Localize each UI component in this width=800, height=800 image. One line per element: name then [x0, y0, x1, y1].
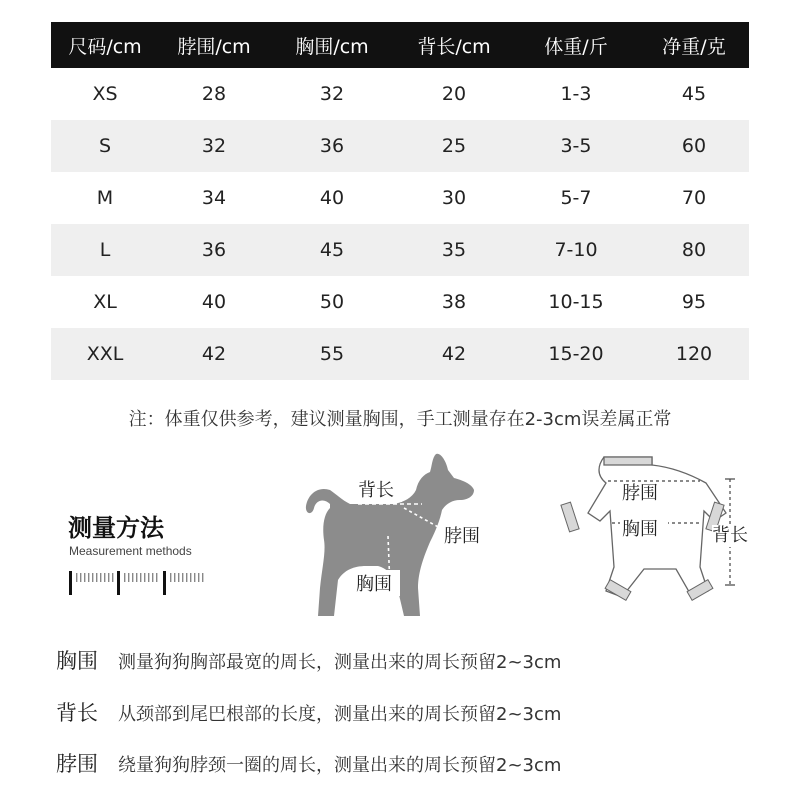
cell-size: XS — [92, 83, 118, 105]
cell-neck: 40 — [201, 291, 227, 313]
table-row — [51, 172, 749, 224]
table-row — [51, 68, 749, 120]
cell-size: XL — [93, 291, 117, 313]
cell-neck: 32 — [201, 135, 227, 157]
cell-neck: 36 — [201, 239, 227, 261]
cell-weight: 7-10 — [554, 239, 598, 261]
method-title: 测量方法 — [68, 514, 164, 542]
cell-net-weight: 45 — [681, 83, 707, 105]
cell-weight: 1-3 — [560, 83, 592, 105]
weight-note: 注：体重仅供参考，建议测量胸围，手工测量存在2-3cm误差属正常 — [128, 409, 672, 430]
description-neck — [56, 748, 561, 778]
cell-neck: 28 — [201, 83, 227, 105]
cell-weight: 3-5 — [560, 135, 592, 157]
header-net-weight: 净重/克 — [662, 35, 726, 58]
ruler-icon — [69, 569, 209, 597]
table-row — [51, 224, 749, 276]
cell-net-weight: 120 — [675, 343, 713, 365]
description-text: 从颈部到尾巴根部的长度，测量出来的周长预留2~3cm — [118, 704, 562, 725]
cell-net-weight: 70 — [681, 187, 707, 209]
cell-net-weight: 80 — [681, 239, 707, 261]
header-weight: 体重/斤 — [544, 35, 608, 58]
cell-chest: 45 — [319, 239, 345, 261]
dog-illustration — [300, 448, 500, 628]
table-row — [51, 328, 749, 380]
dog-label-back: 背长 — [358, 480, 394, 501]
cell-back: 25 — [441, 135, 467, 157]
table-row — [51, 120, 749, 172]
cell-back: 30 — [441, 187, 467, 209]
cell-weight: 10-15 — [548, 291, 604, 313]
cell-weight: 5-7 — [560, 187, 592, 209]
size-table — [51, 22, 749, 380]
cell-size: XXL — [86, 343, 124, 365]
clothes-illustration — [560, 455, 760, 605]
header-neck: 脖围/cm — [177, 35, 251, 58]
dog-label-neck: 脖围 — [444, 526, 480, 547]
cell-chest: 50 — [319, 291, 345, 313]
cell-size: L — [99, 239, 111, 261]
cell-weight: 15-20 — [548, 343, 604, 365]
cell-net-weight: 60 — [681, 135, 707, 157]
header-chest: 胸围/cm — [295, 35, 369, 58]
cell-chest: 36 — [319, 135, 345, 157]
description-term: 背长 — [56, 701, 98, 725]
header-back: 背长/cm — [417, 35, 491, 58]
description-text: 绕量狗狗脖颈一圈的周长，测量出来的周长预留2~3cm — [118, 755, 562, 776]
cell-neck: 42 — [201, 343, 227, 365]
table-row — [51, 276, 749, 328]
cell-chest: 32 — [319, 83, 345, 105]
description-term: 脖围 — [56, 752, 98, 776]
cell-size: S — [98, 135, 112, 157]
description-text: 测量狗狗胸部最宽的周长，测量出来的周长预留2~3cm — [118, 652, 562, 673]
cell-back: 20 — [441, 83, 467, 105]
cell-neck: 34 — [201, 187, 227, 209]
cell-chest: 40 — [319, 187, 345, 209]
cell-back: 38 — [441, 291, 467, 313]
cell-net-weight: 95 — [681, 291, 707, 313]
cell-size: M — [96, 187, 114, 209]
cell-back: 35 — [441, 239, 467, 261]
clothes-label-neck: 脖围 — [622, 483, 658, 504]
cell-back: 42 — [441, 343, 467, 365]
header-size: 尺码/cm — [68, 35, 142, 58]
description-term: 胸围 — [56, 649, 98, 673]
clothes-label-chest: 胸围 — [622, 519, 658, 540]
cell-chest: 55 — [319, 343, 345, 365]
dog-label-chest: 胸围 — [356, 574, 392, 595]
clothes-label-back: 背长 — [712, 525, 748, 546]
description-back — [56, 697, 561, 727]
method-subtitle: Measurement methods — [69, 544, 192, 558]
table-header — [51, 22, 749, 68]
description-chest — [56, 645, 561, 675]
